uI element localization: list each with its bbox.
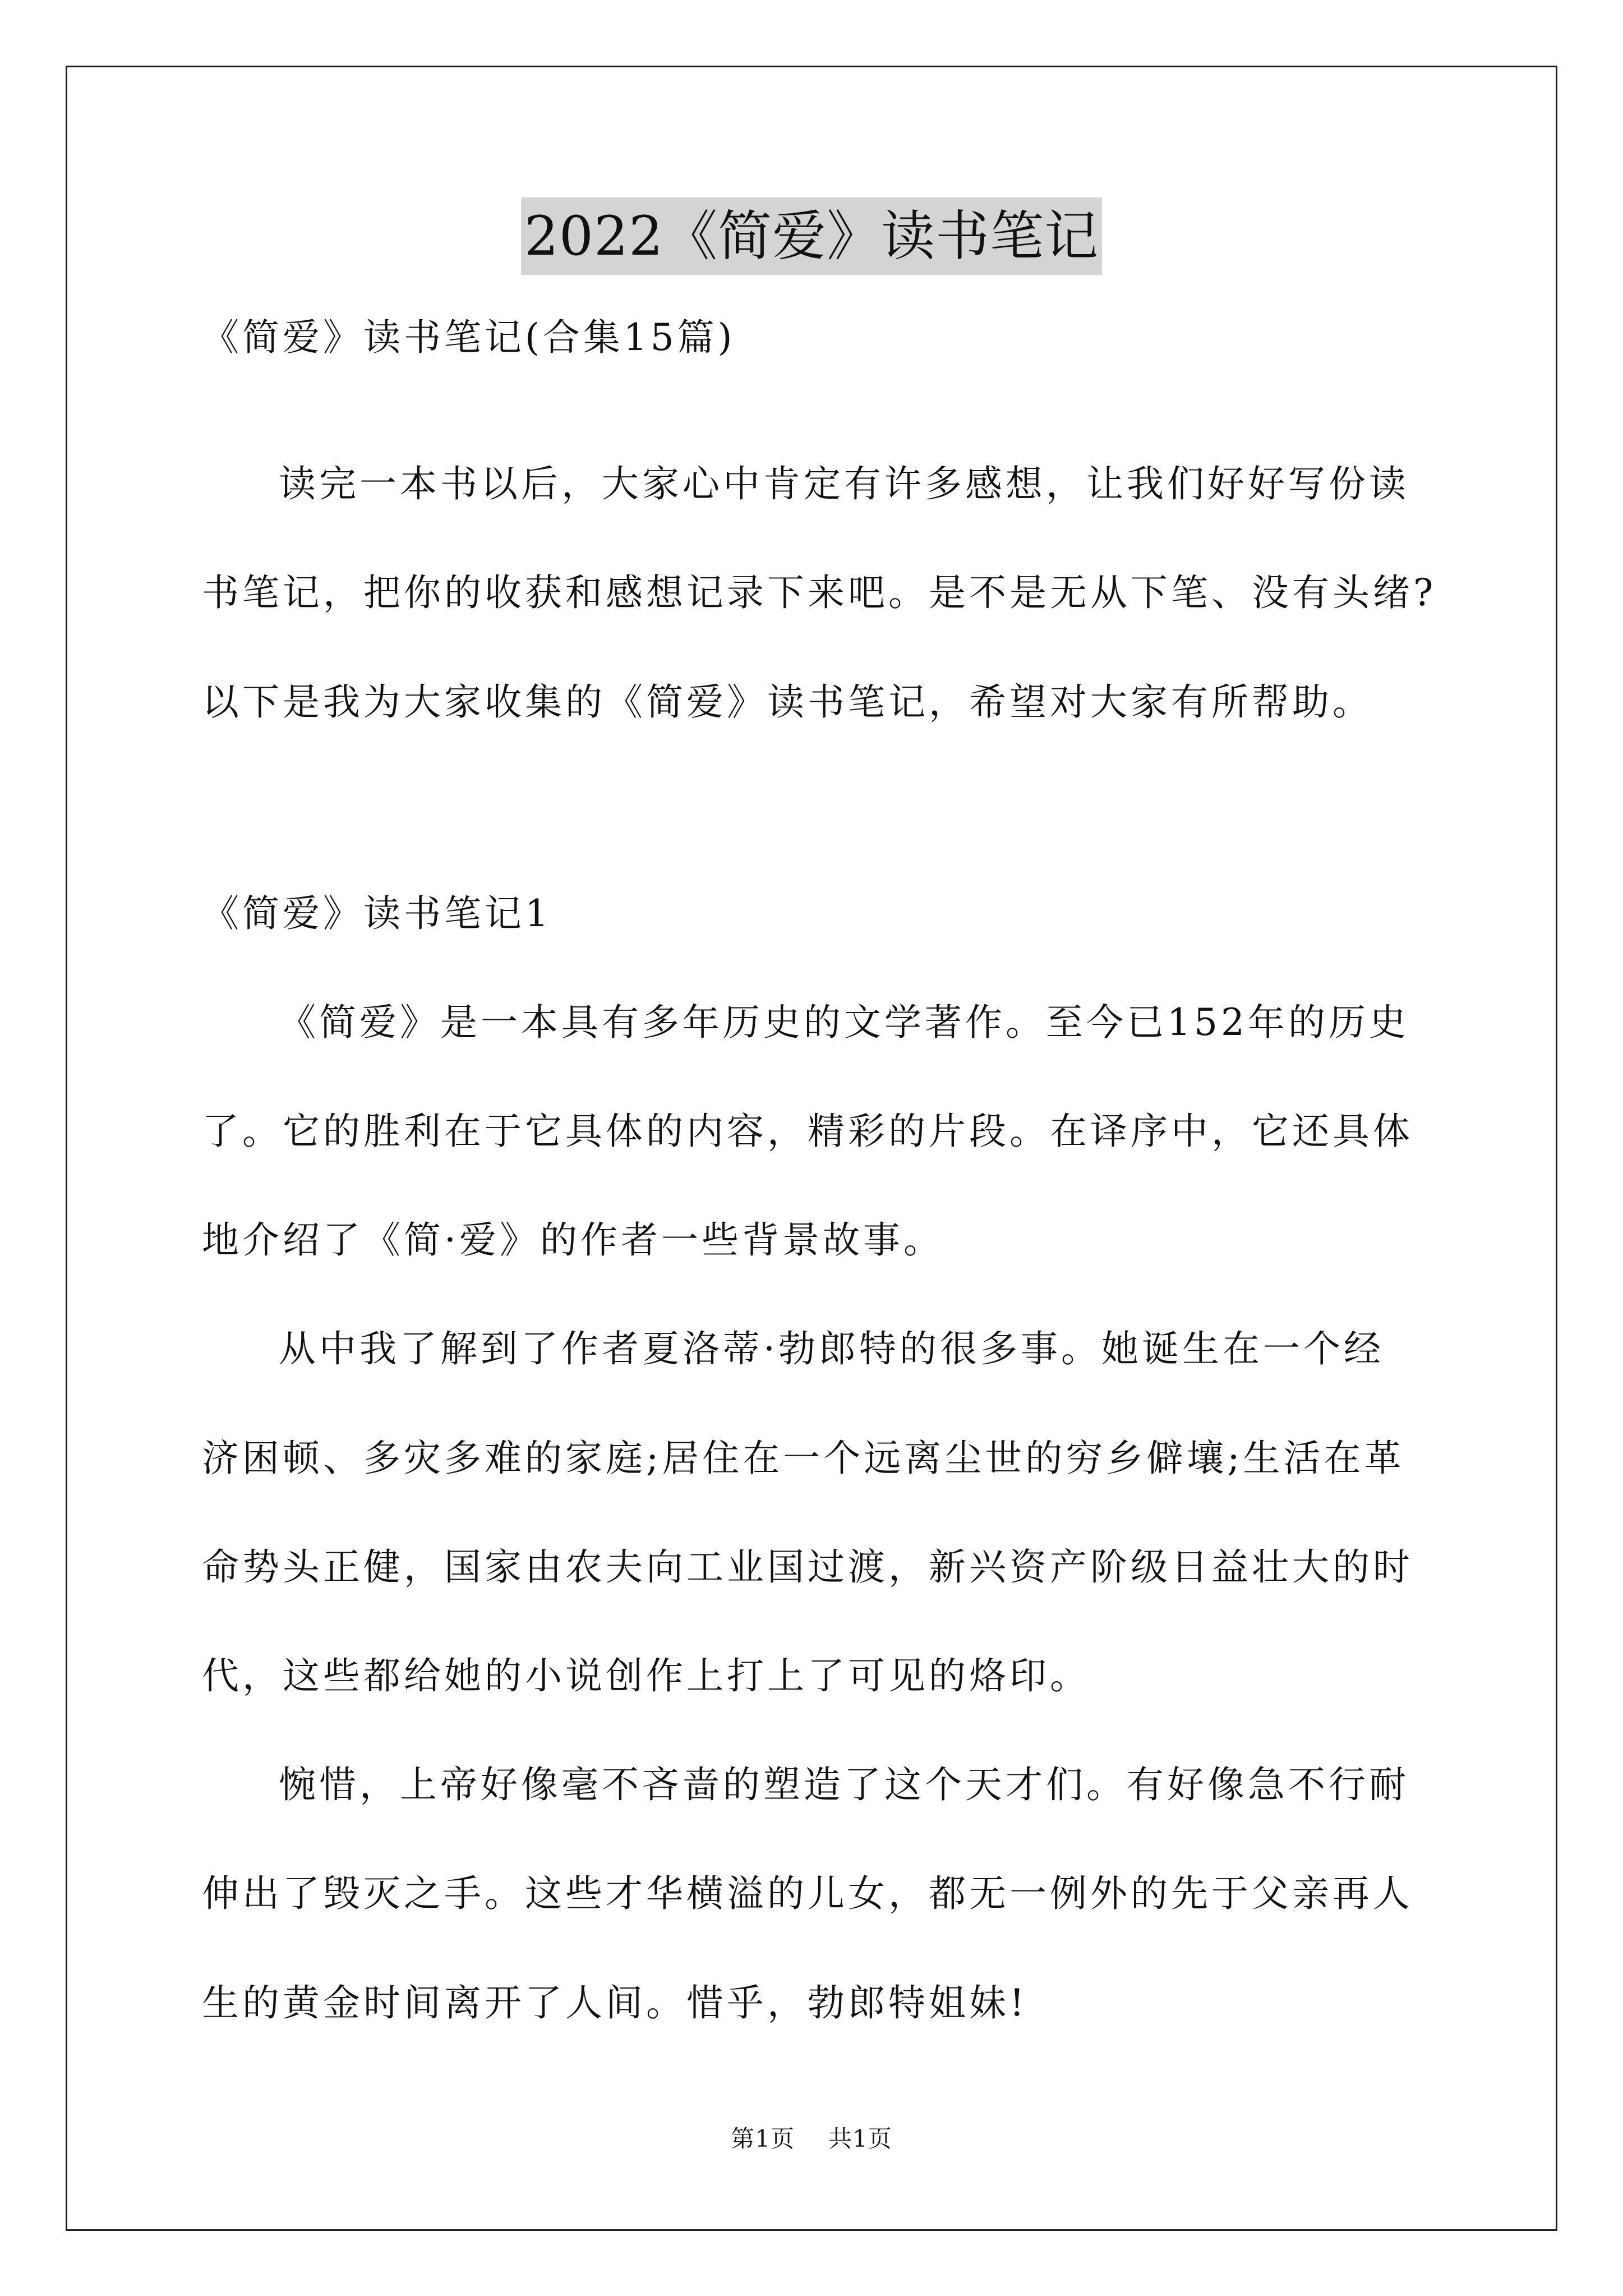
page-number: 第1页 <box>731 2125 795 2152</box>
title-wrap <box>0 197 1623 275</box>
intro-line: 以下是我为大家收集的《简爱》读书笔记，希望对大家有所帮助。 <box>202 680 1373 724</box>
intro-line: 书笔记，把你的收获和感想记录下来吧。是不是无从下笔、没有头绪? <box>202 571 1437 614</box>
paragraph-line: 地介绍了《简·爱》的作者一些背景故事。 <box>202 1218 944 1262</box>
paragraph-line: 从中我了解到了作者夏洛蒂·勃郎特的很多事。她诞生在一个经 <box>279 1327 1384 1370</box>
section-heading: 《简爱》读书笔记1 <box>202 892 552 935</box>
page-footer <box>0 2125 1623 2153</box>
page-total: 共1页 <box>828 2125 892 2152</box>
document-subtitle: 《简爱》读书笔记(合集15篇) <box>202 316 736 359</box>
paragraph-line: 伸出了毁灭之手。这些才华横溢的儿女，都无一例外的先于父亲再人 <box>202 1872 1413 1915</box>
document-title: 2022《简爱》读书笔记 <box>521 197 1102 275</box>
paragraph-line: 代，这些都给她的小说创作上打上了可见的烙印。 <box>202 1654 1090 1697</box>
paragraph-line: 生的黄金时间离开了人间。惜乎，勃郎特姐妹! <box>202 1981 1028 2024</box>
paragraph-line: 命势头正健，国家由农夫向工业国过渡，新兴资产阶级日益壮大的时 <box>202 1545 1413 1589</box>
paragraph-line: 济困顿、多灾多难的家庭;居住在一个远离尘世的穷乡僻壤;生活在革 <box>202 1437 1405 1480</box>
paragraph-line: 《简爱》是一本具有多年历史的文学著作。至今已152年的历史 <box>279 1001 1409 1044</box>
paragraph-line: 惋惜，上帝好像毫不吝啬的塑造了这个天才们。有好像急不行耐 <box>279 1763 1409 1806</box>
intro-line: 读完一本书以后，大家心中肯定有许多感想，让我们好好写份读 <box>279 462 1409 505</box>
paragraph-line: 了。它的胜利在于它具体的内容，精彩的片段。在译序中，它还具体 <box>202 1110 1413 1153</box>
